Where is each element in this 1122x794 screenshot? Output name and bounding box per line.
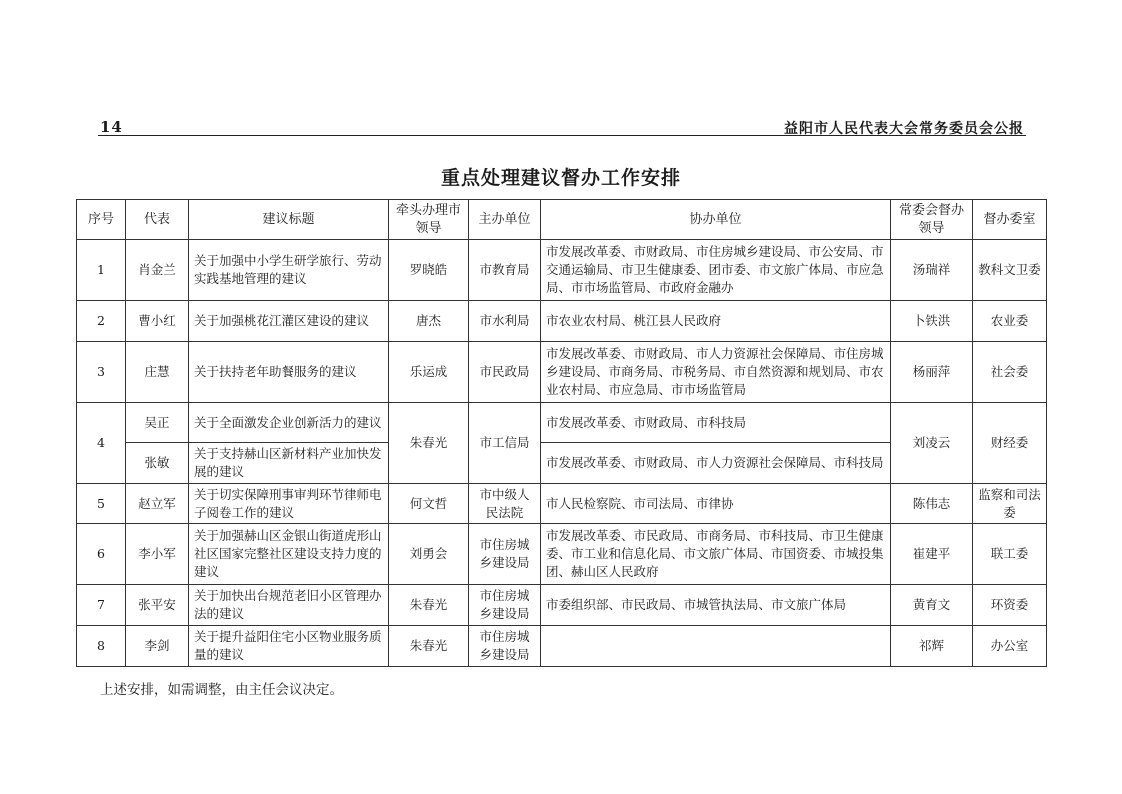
cell-subject: 关于扶持老年助餐服务的建议 [189, 342, 389, 403]
cell-subject: 关于全面激发企业创新活力的建议 [189, 403, 389, 443]
cell-seq: 4 [77, 403, 126, 484]
cell-co: 市发展改革委、市财政局、市人力资源社会保障局、市住房城乡建设局、市商务局、市税务局、市自然资源和规划局、市农业农村局、市应急局、市市场监管局 [541, 342, 891, 403]
table-row [77, 484, 1047, 524]
cell-rep: 张敏 [126, 443, 189, 484]
document-title: 重点处理建议督办工作安排 [440, 167, 681, 189]
cell-seq: 3 [77, 342, 126, 403]
cell-lead: 朱春光 [389, 403, 469, 484]
cell-subject: 关于提升益阳住宅小区物业服务质量的建议 [189, 626, 389, 667]
table-row [77, 626, 1047, 667]
cell-host: 市民政局 [469, 342, 541, 403]
cell-rep: 庄慧 [126, 342, 189, 403]
cell-standing: 汤瑞祥 [891, 240, 973, 301]
cell-host: 市中级人民法院 [469, 484, 541, 524]
cell-lead: 朱春光 [389, 585, 469, 626]
header-seq: 序号 [77, 200, 126, 240]
header-standing: 常委会督办领导 [891, 200, 973, 240]
supervision-table [76, 199, 1047, 667]
page-number: 14 [100, 118, 123, 136]
cell-rep: 李小军 [126, 524, 189, 585]
cell-rep: 肖金兰 [126, 240, 189, 301]
cell-office: 教科文卫委 [973, 240, 1047, 301]
header-co: 协办单位 [541, 200, 891, 240]
cell-office: 社会委 [973, 342, 1047, 403]
table-row [77, 301, 1047, 342]
cell-host: 市水利局 [469, 301, 541, 342]
header-host: 主办单位 [469, 200, 541, 240]
cell-host: 市教育局 [469, 240, 541, 301]
table-row [77, 585, 1047, 626]
cell-standing: 黄育文 [891, 585, 973, 626]
cell-co: 市发展改革委、市民政局、市商务局、市科技局、市卫生健康委、市工业和信息化局、市文旅广体局、市国资委、市城投集团、赫山区人民政府 [541, 524, 891, 585]
cell-standing: 崔建平 [891, 524, 973, 585]
cell-subject: 关于加快出台规范老旧小区管理办法的建议 [189, 585, 389, 626]
cell-co: 市发展改革委、市财政局、市住房城乡建设局、市公安局、市交通运输局、市卫生健康委、团市委、市文旅广体局、市应急局、市市场监管局、市政府金融办 [541, 240, 891, 301]
cell-subject: 关于支持赫山区新材料产业加快发展的建议 [189, 443, 389, 484]
cell-standing: 陈伟志 [891, 484, 973, 524]
cell-seq: 1 [77, 240, 126, 301]
cell-standing: 祁辉 [891, 626, 973, 667]
cell-seq: 5 [77, 484, 126, 524]
table-header-row [77, 200, 1047, 240]
cell-subject: 关于加强赫山区金银山街道虎形山社区国家完整社区建设支持力度的建议 [189, 524, 389, 585]
table-row [77, 524, 1047, 585]
cell-office: 联工委 [973, 524, 1047, 585]
cell-office: 财经委 [973, 403, 1047, 484]
table-row [77, 403, 1047, 443]
cell-co [541, 626, 891, 667]
header-rule [98, 135, 1026, 136]
header-lead-leader: 牵头办理市领导 [389, 200, 469, 240]
cell-lead: 乐运成 [389, 342, 469, 403]
cell-subject: 关于加强桃花江灌区建设的建议 [189, 301, 389, 342]
cell-host: 市住房城乡建设局 [469, 585, 541, 626]
cell-lead: 唐杰 [389, 301, 469, 342]
cell-office: 监察和司法委 [973, 484, 1047, 524]
cell-standing: 杨丽萍 [891, 342, 973, 403]
cell-lead: 何文哲 [389, 484, 469, 524]
cell-seq: 2 [77, 301, 126, 342]
cell-office: 办公室 [973, 626, 1047, 667]
cell-co: 市发展改革委、市财政局、市科技局 [541, 403, 891, 443]
cell-subject: 关于切实保障刑事审判环节律师电子阅卷工作的建议 [189, 484, 389, 524]
footer-note: 上述安排，如需调整，由主任会议决定。 [100, 682, 343, 698]
header-subject: 建议标题 [189, 200, 389, 240]
cell-lead: 罗晓皓 [389, 240, 469, 301]
cell-host: 市住房城乡建设局 [469, 626, 541, 667]
cell-co: 市人民检察院、市司法局、市律协 [541, 484, 891, 524]
cell-seq: 7 [77, 585, 126, 626]
cell-standing: 卜铁洪 [891, 301, 973, 342]
cell-host: 市工信局 [469, 403, 541, 484]
cell-subject: 关于加强中小学生研学旅行、劳动实践基地管理的建议 [189, 240, 389, 301]
header-rep: 代表 [126, 200, 189, 240]
cell-co: 市发展改革委、市财政局、市人力资源社会保障局、市科技局 [541, 443, 891, 484]
cell-lead: 朱春光 [389, 626, 469, 667]
cell-rep: 吴正 [126, 403, 189, 443]
cell-co: 市委组织部、市民政局、市城管执法局、市文旅广体局 [541, 585, 891, 626]
cell-host: 市住房城乡建设局 [469, 524, 541, 585]
cell-seq: 8 [77, 626, 126, 667]
journal-title: 益阳市人民代表大会常务委员会公报 [784, 121, 1024, 137]
cell-rep: 赵立军 [126, 484, 189, 524]
header-office: 督办委室 [973, 200, 1047, 240]
table-row [77, 240, 1047, 301]
cell-office: 环资委 [973, 585, 1047, 626]
cell-rep: 李剑 [126, 626, 189, 667]
cell-standing: 刘凌云 [891, 403, 973, 484]
cell-seq: 6 [77, 524, 126, 585]
cell-rep: 张平安 [126, 585, 189, 626]
cell-lead: 刘勇会 [389, 524, 469, 585]
cell-rep: 曹小红 [126, 301, 189, 342]
table-row [77, 342, 1047, 403]
cell-co: 市农业农村局、桃江县人民政府 [541, 301, 891, 342]
cell-office: 农业委 [973, 301, 1047, 342]
